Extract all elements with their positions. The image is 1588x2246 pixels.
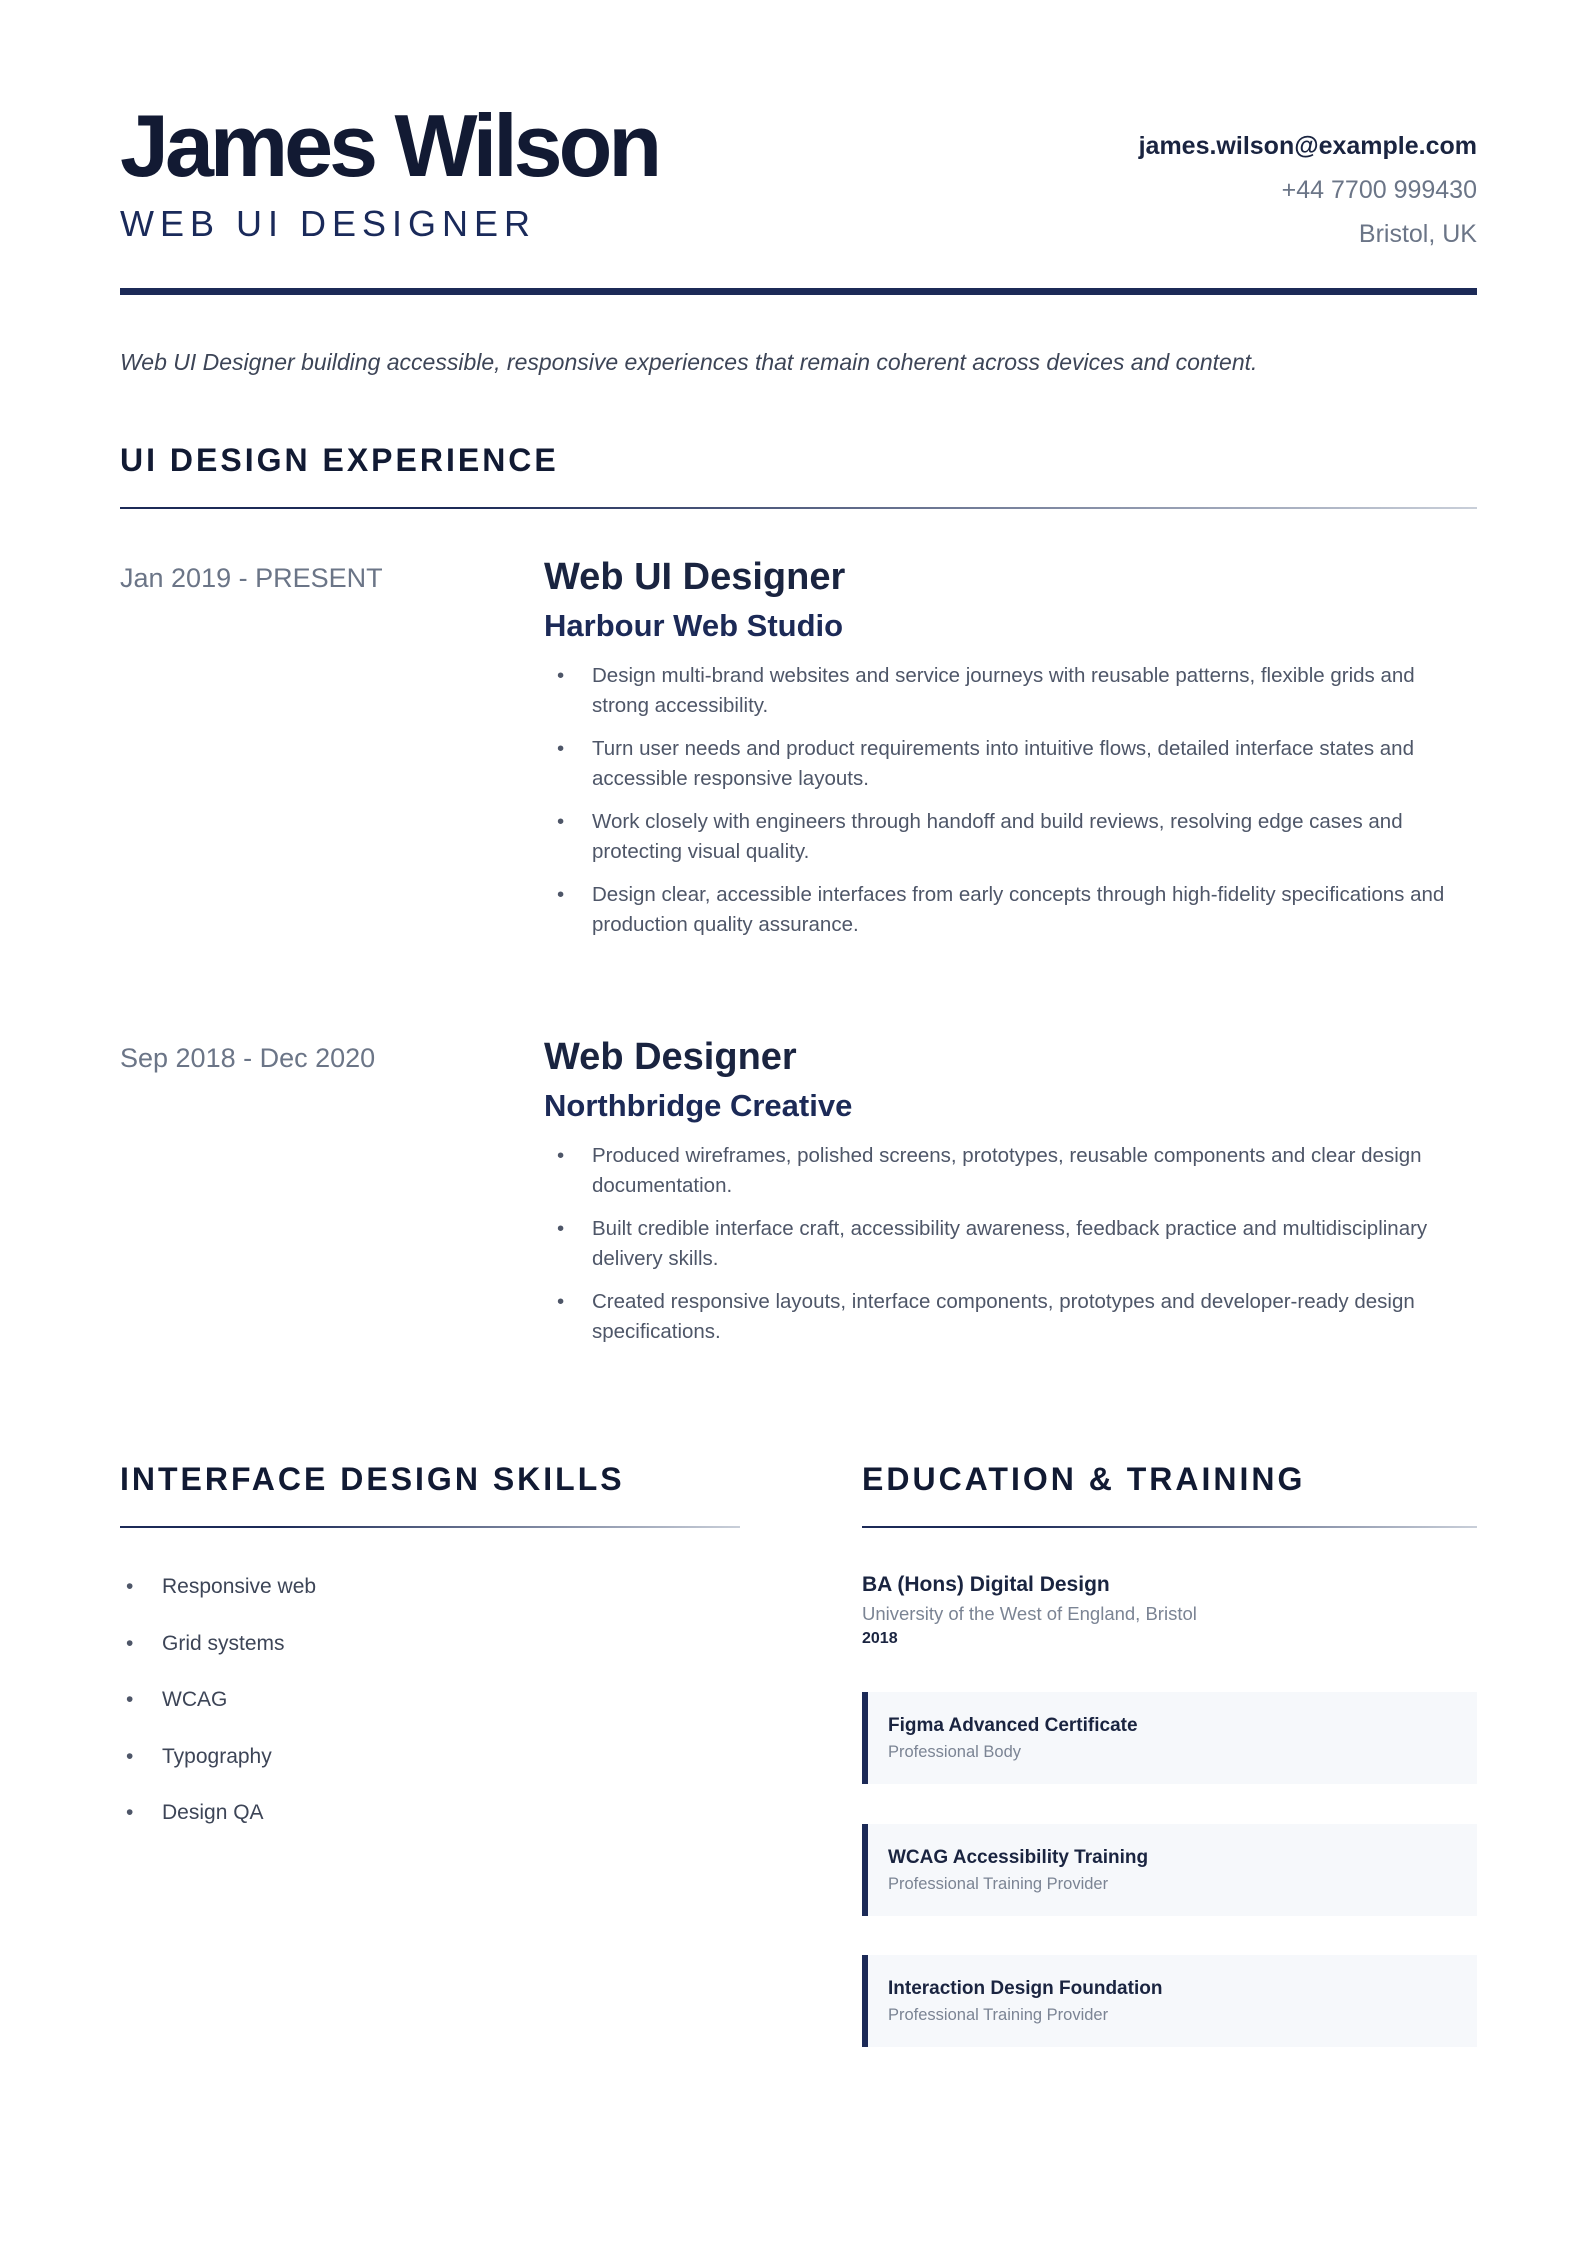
candidate-role: WEB UI DESIGNER [120,203,537,244]
job-bullet: • Produced wireframes, polished screens, prototypes, reusable components and clear design documentation. [592,1141,1477,1201]
skill-item: • WCAG [120,1685,740,1715]
certification-card [862,1955,1477,2047]
profile-summary: Web UI Designer building accessible, responsive experiences that remain coherent across devices and content. [120,349,1258,375]
certification-card [862,1692,1477,1784]
candidate-name: James Wilson [120,96,659,195]
skill-item: • Design QA [120,1798,740,1828]
job-bullet: • Design clear, accessible interfaces from early concepts through high-fidelity specifications and production quality assurance. [592,880,1477,940]
skill-item: • Responsive web [120,1572,740,1602]
job-bullet: • Design multi-brand websites and service journeys with reusable patterns, flexible grids and strong accessibility. [592,661,1477,721]
header-divider [120,288,1477,295]
resume-header [120,96,1477,296]
skills-list [120,1572,740,1855]
certification-name: Figma Advanced Certificate [888,1715,1138,1736]
job-bullet: • Created responsive layouts, interface components, prototypes and developer-ready design specifications. [592,1287,1477,1347]
job-dates: Sep 2018 - Dec 2020 [120,1043,376,1073]
education-section-divider [862,1526,1477,1528]
degree-name: BA (Hons) Digital Design [862,1573,1110,1596]
skills-section-title: INTERFACE DESIGN SKILLS [120,1461,625,1497]
job-bullets [544,661,1477,940]
skill-item: • Typography [120,1742,740,1772]
job-title: Web UI Designer [544,556,846,598]
job-company: Northbridge Creative [544,1088,853,1123]
job-dates: Jan 2019 - PRESENT [120,563,383,593]
job-title: Web Designer [544,1036,797,1078]
job-company: Harbour Web Studio [544,608,844,643]
job-details [544,1033,1477,1360]
degree-entry [862,1570,1477,1651]
experience-section-divider [120,507,1477,509]
certification-issuer: Professional Training Provider [888,1875,1109,1893]
job-bullet: • Built credible interface craft, accessibility awareness, feedback practice and multidisciplinary delivery skills. [592,1214,1477,1274]
contact-email[interactable]: james.wilson@example.com [1138,132,1477,160]
job-bullet: • Turn user needs and product requirements into intuitive flows, detailed interface states and accessible responsive layouts. [592,734,1477,794]
job-bullets [544,1141,1477,1347]
certification-issuer: Professional Body [888,1743,1021,1761]
skills-section-divider [120,1526,740,1528]
degree-school: University of the West of England, Bristol [862,1603,1197,1624]
certification-name: Interaction Design Foundation [888,1978,1163,1999]
contact-phone: +44 7700 999430 [1281,176,1477,204]
certification-card [862,1824,1477,1916]
contact-location: Bristol, UK [1358,220,1477,248]
certification-issuer: Professional Training Provider [888,2006,1109,2024]
contact-block [1139,128,1477,252]
degree-year: 2018 [862,1630,898,1647]
job-bullet: • Work closely with engineers through handoff and build reviews, resolving edge cases and protecting visual quality. [592,807,1477,867]
education-section-title: EDUCATION & TRAINING [862,1461,1306,1497]
certification-name: WCAG Accessibility Training [888,1847,1149,1868]
job-details [544,553,1477,953]
experience-section-title: UI DESIGN EXPERIENCE [120,442,559,478]
skill-item: • Grid systems [120,1629,740,1659]
